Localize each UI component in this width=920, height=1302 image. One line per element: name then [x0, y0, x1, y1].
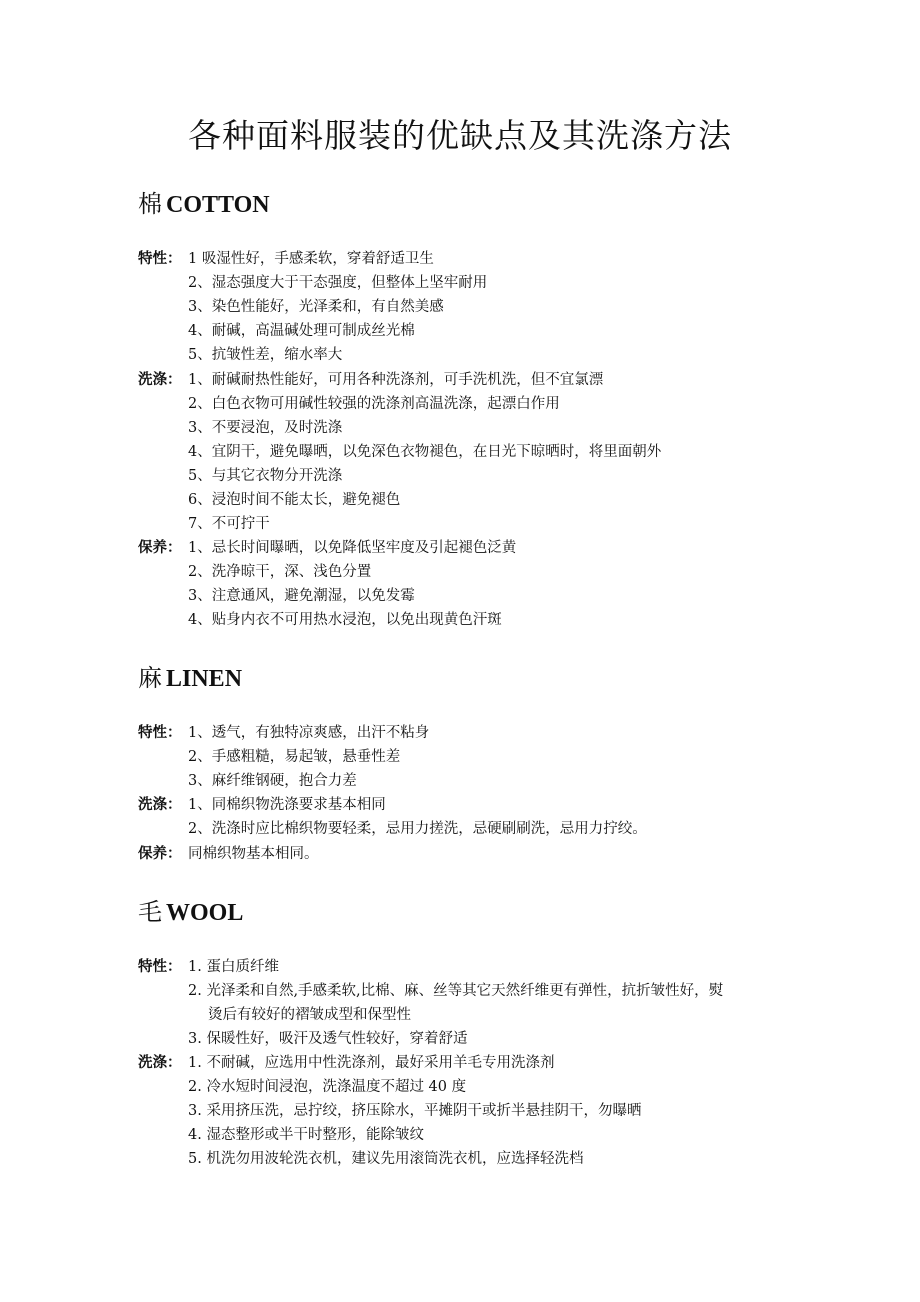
heading-en: WOOL — [166, 900, 244, 926]
section-heading-wool — [138, 896, 243, 929]
list-item: 5、与其它衣物分开洗涤 — [188, 468, 343, 484]
heading-cn: 棉 — [138, 190, 162, 218]
list-item: 特性： 1、透气，有独特凉爽感，出汗不粘身 — [138, 722, 880, 744]
care-label: 保养： — [138, 845, 182, 862]
document-title: 各种面料服装的优缺点及其洗涤方法 — [188, 116, 732, 155]
section-heading-cotton — [138, 188, 270, 221]
features-label: 特性： — [138, 958, 182, 975]
list-item: 2、湿态强度大于干态强度，但整体上坚牢耐用 — [188, 275, 488, 291]
list-item: 7、不可拧干 — [188, 516, 270, 532]
list-item: 6、浸泡时间不能太长，避免褪色 — [188, 492, 401, 508]
heading-cn: 麻 — [138, 664, 162, 692]
list-item: 特性： 1. 蛋白质纤维 — [138, 956, 880, 978]
washing-label: 洗涤： — [138, 371, 182, 388]
list-item: 2、手感粗糙，易起皱，悬垂性差 — [188, 749, 401, 765]
heading-cn: 毛 — [138, 898, 162, 926]
list-item: 洗涤： 1、耐碱耐热性能好，可用各种洗涤剂，可手洗机洗，但不宜氯漂 — [138, 369, 880, 391]
list-item: 3、麻纤维钢硬，抱合力差 — [188, 773, 357, 789]
list-item: 4、宜阴干，避免曝晒，以免深色衣物褪色，在日光下晾晒时，将里面朝外 — [188, 444, 662, 460]
list-item: 2. 冷水短时间浸泡，洗涤温度不超过 40 度 — [188, 1079, 467, 1095]
washing-label: 洗涤： — [138, 796, 182, 813]
care-label: 保养： — [138, 539, 182, 556]
list-item: 3. 保暖性好，吸汗及透气性较好，穿着舒适 — [188, 1031, 468, 1047]
list-item: 4. 湿态整形或半干时整形，能除皱纹 — [188, 1127, 424, 1143]
list-item: 洗涤： 1、同棉织物洗涤要求基本相同 — [138, 794, 880, 816]
list-item: 烫后有较好的褶皱成型和保型性 — [208, 1007, 411, 1023]
list-item: 3、染色性能好，光泽柔和，有自然美感 — [188, 299, 444, 315]
list-item: 2. 光泽柔和自然,手感柔软,比棉、麻、丝等其它天然纤维更有弹性，抗折皱性好，熨 — [188, 983, 724, 999]
list-item: 洗涤： 1. 不耐碱，应选用中性洗涤剂，最好采用羊毛专用洗涤剂 — [138, 1052, 880, 1074]
list-item: 5. 机洗勿用波轮洗衣机，建议先用滚筒洗衣机，应选择轻洗档 — [188, 1151, 584, 1167]
list-item: 5、抗皱性差，缩水率大 — [188, 347, 343, 363]
washing-label: 洗涤： — [138, 1054, 182, 1071]
list-item: 3、注意通风，避免潮湿，以免发霉 — [188, 588, 415, 604]
list-item: 4、贴身内衣不可用热水浸泡，以免出现黄色汗斑 — [188, 612, 502, 628]
features-label: 特性： — [138, 250, 182, 267]
heading-en: COTTON — [166, 192, 270, 218]
list-item: 2、洗净晾干，深、浅色分置 — [188, 564, 372, 580]
section-heading-linen — [138, 662, 242, 695]
heading-en: LINEN — [166, 666, 243, 692]
list-item: 3. 采用挤压洗，忌拧绞，挤压除水，平摊阴干或折半悬挂阴干，勿曝晒 — [188, 1103, 642, 1119]
list-item: 3、不要浸泡，及时洗涤 — [188, 420, 343, 436]
list-item: 保养： 同棉织物基本相同。 — [138, 843, 880, 865]
list-item: 保养： 1、忌长时间曝晒，以免降低坚牢度及引起褪色泛黄 — [138, 537, 880, 559]
list-item: 2、洗涤时应比棉织物要轻柔，忌用力搓洗，忌硬刷刷洗，忌用力拧绞。 — [188, 821, 647, 837]
list-item: 4、耐碱，高温碱处理可制成丝光棉 — [188, 323, 415, 339]
features-label: 特性： — [138, 724, 182, 741]
list-item: 特性： 1 吸湿性好，手感柔软，穿着舒适卫生 — [138, 248, 880, 270]
list-item: 2、白色衣物可用碱性较强的洗涤剂高温洗涤，起漂白作用 — [188, 396, 560, 412]
